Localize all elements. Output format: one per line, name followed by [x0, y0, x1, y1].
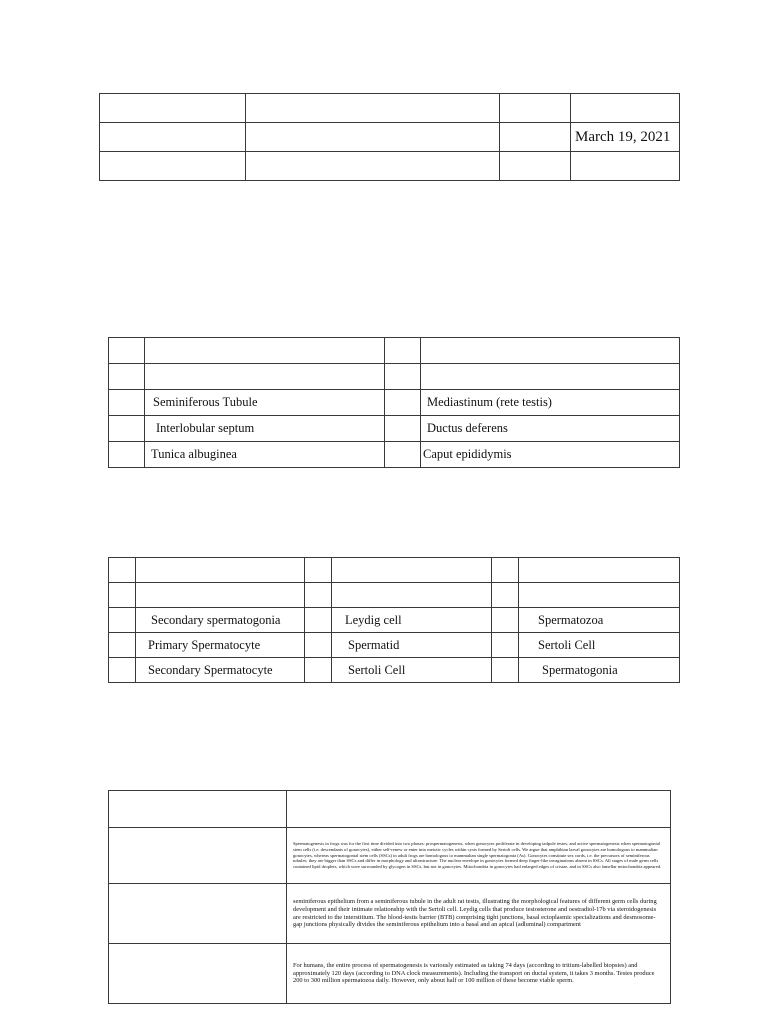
table-row [109, 338, 680, 364]
header-cell [100, 152, 246, 181]
table-row [109, 558, 680, 583]
header-cell [246, 152, 500, 181]
cell-label: Spermatozoa [519, 608, 680, 633]
table-row [109, 390, 680, 416]
cell-label: Spermatogonia [519, 658, 680, 683]
header-cell [500, 123, 571, 152]
date-value: March 19, 2021 [571, 123, 680, 152]
cell-label: Sertoli Cell [519, 633, 680, 658]
table-row [109, 416, 680, 442]
cell-label: Leydig cell [332, 608, 492, 633]
cell-label: Secondary Spermatocyte [136, 658, 305, 683]
table-row [109, 658, 680, 683]
header-row [100, 123, 680, 152]
header-cell [500, 152, 571, 181]
table-row [109, 884, 671, 944]
structure-label: Ductus deferens [421, 416, 680, 442]
header-row [100, 94, 680, 123]
structure-label: Interlobular septum [145, 416, 385, 442]
structures-table [108, 337, 680, 468]
table-row [109, 633, 680, 658]
cell-label: Sertoli Cell [332, 658, 492, 683]
table-row [109, 828, 671, 884]
table-row [109, 442, 680, 468]
header-cell [100, 123, 246, 152]
cell-label: Primary Spermatocyte [136, 633, 305, 658]
note-paragraph: seminiferous epithelium from a seminiferous tubule in the adult rat testis, illustrating the morphological features of different germ cells during development and their intimate relationship with the Sertoli cell. Leydig cells that produce testosterone and oestradiol-17b via steroidogenesis are restricted to the interstitium. The blood-testis barrier (BTB) comprising tight junctions, basal ectoplasmic specializations and desmosome-gap junctions physically divides the seminiferous epithelium into a basal and an apical (adluminal) compartment [287, 884, 671, 944]
structure-label: Tunica albuginea [145, 442, 385, 468]
table-row [109, 364, 680, 390]
structure-label: Seminiferous Tubule [145, 390, 385, 416]
table-row [109, 791, 671, 828]
header-cell [100, 94, 246, 123]
header-cell [571, 152, 680, 181]
structure-label: Caput epididymis [421, 442, 680, 468]
table-row [109, 608, 680, 633]
header-cell [246, 94, 500, 123]
structure-label: Mediastinum (rete testis) [421, 390, 680, 416]
header-cell [571, 94, 680, 123]
table-row [109, 944, 671, 1004]
table-row [109, 583, 680, 608]
cell-label: Spermatid [332, 633, 492, 658]
header-table [99, 93, 680, 181]
note-paragraph: Spermatogenesis in frogs was for the first time divided into two phases: prospermatogenesis, when gonocytes proliferate in developing tadpole testes, and active spermatogenesis when spermatogonial stem cells (i.e. descendants of gonocytes), either self-renew or enter into meiotic cycles within cysts formed by Sertoli cells. We argue that amphibian larval gonocytes are homologous to mammalian gonocytes, whereas spermatogonial stem cells (SSCs) in adult frogs are homologous to mammalian single spermatogonia (As). Gonocytes constitute sex cords, i.e. the precursors of seminiferous tubules; they are bigger than SSCs and differ in morphology and ultrastructure. The nuclear envelope in gonocytes formed deep finger-like invaginations absent in SSCs. All stages of male germ cells contained lipid droplets, which were surrounded by glycogen in SSCs, but not in gonocytes. Mitochondria in gonocytes had enlarged edges of cristae, and in SSCs also lamellar mitochondria appeared. [287, 828, 671, 884]
header-cell [500, 94, 571, 123]
notes-table [108, 790, 671, 1004]
header-row [100, 152, 680, 181]
cell-label: Secondary spermatogonia [136, 608, 305, 633]
cells-table [108, 557, 680, 683]
header-cell [246, 123, 500, 152]
note-paragraph: For humans, the entire process of spermatogenesis is variously estimated as taking 74 days (according to tritium-labelled biopsies) and approximately 120 days (according to DNA clock measurements). Including the transport on ductal system, it takes 3 months. Testes produce 200 to 300 million spermatozoa daily. However, only about half or 100 million of these become viable sperm. [287, 944, 671, 1004]
